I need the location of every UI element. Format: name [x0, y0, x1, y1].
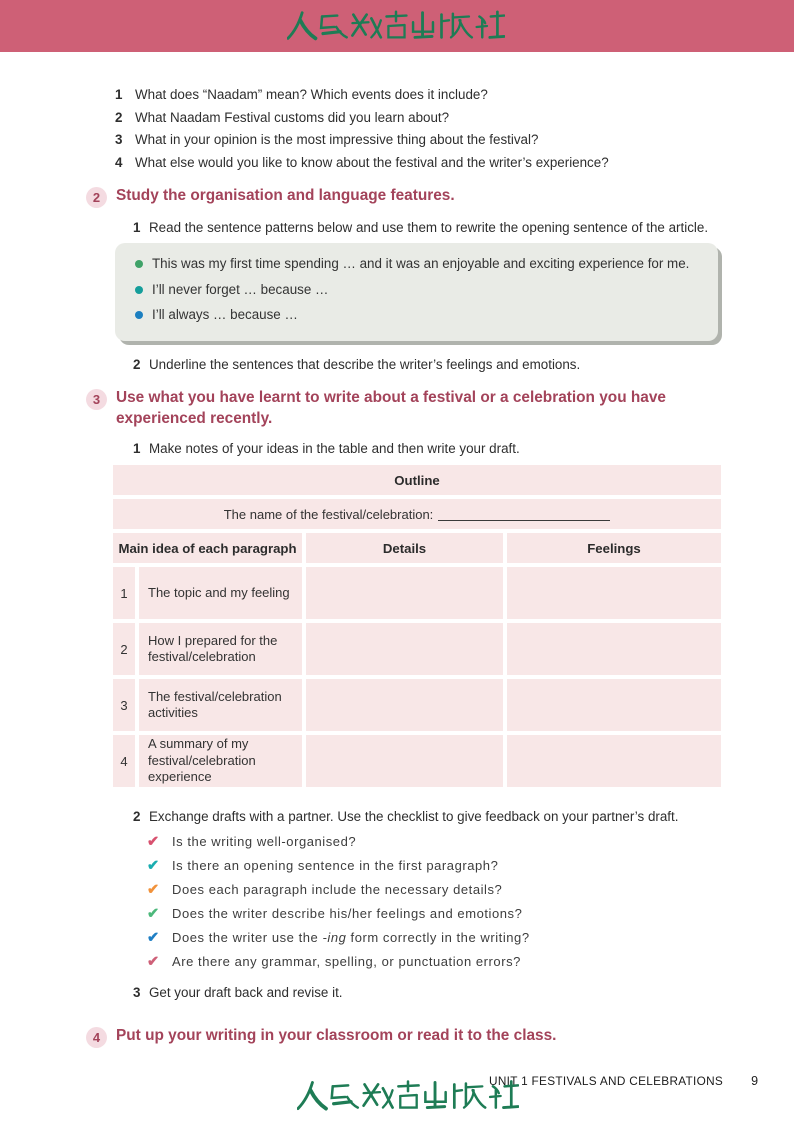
- row-number-cell: 1: [113, 567, 135, 619]
- festival-name-label: The name of the festival/celebration:: [223, 506, 434, 522]
- activity-2-item-1: [133, 219, 733, 236]
- question-row: [115, 107, 735, 130]
- checklist-text: Does the writer use the -ing form correctly in the writing?: [172, 930, 530, 945]
- item-number: 1: [133, 220, 141, 235]
- details-cell-empty: [306, 567, 503, 619]
- item-text: Underline the sentences that describe the writer’s feelings and emotions.: [149, 357, 581, 372]
- table-title-cell: Outline: [113, 465, 721, 495]
- feelings-cell-empty: [507, 623, 721, 675]
- question-text: What in your opinion is the most impressive thing about the festival?: [135, 132, 539, 148]
- checklist-text: Is the writing well-organised?: [172, 834, 357, 849]
- header-band: [0, 0, 794, 52]
- activity-title: Put up your writing in your classroom or read it to the class.: [116, 1027, 557, 1044]
- question-text: What Naadam Festival customs did you learn about?: [135, 109, 450, 125]
- pattern-row: [135, 281, 700, 299]
- pattern-row: [135, 255, 700, 273]
- question-row: [115, 129, 735, 152]
- checklist-text: Are there any grammar, spelling, or punctuation errors?: [172, 954, 521, 969]
- footer-unit-title: UNIT 1 FESTIVALS AND CELEBRATIONS: [489, 1074, 724, 1088]
- question-text: What else would you like to know about the festival and the writer’s experience?: [135, 155, 609, 171]
- item-text: Get your draft back and revise it.: [149, 985, 343, 1000]
- question-number: 4: [115, 155, 123, 171]
- main-idea-cell: How I prepared for the festival/celebration: [139, 623, 302, 675]
- row-number-cell: 2: [113, 623, 135, 675]
- checklist-row: [147, 882, 530, 906]
- question-text: What does “Naadam” mean? Which events does it include?: [135, 87, 488, 102]
- column-header-main-idea: Main idea of each paragraph: [113, 533, 302, 563]
- item-text: Exchange drafts with a partner. Use the checklist to give feedback on your partner’s draft.: [149, 809, 679, 824]
- checkmark-icon: ✔: [147, 954, 160, 970]
- activity-number-badge: 3: [86, 389, 107, 410]
- checklist-row: [147, 954, 530, 978]
- calligraphy-strokes: [297, 1077, 519, 1115]
- feelings-cell-empty: [507, 735, 721, 787]
- outline-table: [113, 465, 721, 787]
- activity-2-heading: [86, 186, 736, 208]
- column-header-feelings: Feelings: [507, 533, 721, 563]
- feelings-cell-empty: [507, 679, 721, 731]
- checkmark-icon: ✔: [147, 858, 160, 874]
- footer-running-head: [489, 1074, 758, 1088]
- item-text: Read the sentence patterns below and use them to rewrite the opening sentence of the article.: [149, 220, 709, 235]
- item-number: 3: [133, 985, 141, 1000]
- activity-3-item-1: [133, 440, 733, 457]
- checklist-text: Is there an opening sentence in the first paragraph?: [172, 858, 499, 873]
- name-blank-line: [438, 507, 610, 521]
- publisher-logo-calligraphy: [287, 7, 505, 45]
- main-idea-cell: The festival/celebration activities: [139, 679, 302, 731]
- bullet-dot-icon: [135, 260, 143, 268]
- comprehension-questions: [115, 84, 735, 175]
- details-cell-empty: [306, 623, 503, 675]
- activity-title: Study the organisation and language features.: [116, 187, 455, 204]
- item-number: 1: [133, 441, 141, 456]
- activity-3-item-3: [133, 984, 733, 1001]
- festival-name-cell: [113, 499, 721, 529]
- activity-2-item-2: [133, 356, 733, 373]
- pattern-row: [135, 306, 700, 324]
- bullet-dot-icon: [135, 311, 143, 319]
- activity-4-heading: [86, 1026, 746, 1048]
- checklist-row: [147, 906, 530, 930]
- checklist-text: Does the writer describe his/her feelings and emotions?: [172, 906, 523, 921]
- details-cell-empty: [306, 679, 503, 731]
- item-text: Make notes of your ideas in the table and then write your draft.: [149, 441, 520, 456]
- details-cell-empty: [306, 735, 503, 787]
- activity-3-item-2: [133, 808, 733, 825]
- feedback-checklist: [147, 834, 530, 978]
- checkmark-icon: ✔: [147, 834, 160, 850]
- main-idea-cell: A summary of my festival/celebration experience: [139, 735, 302, 787]
- publisher-logo-calligraphy-footer: [297, 1077, 519, 1120]
- checkmark-icon: ✔: [147, 882, 160, 898]
- calligraphy-strokes: [287, 7, 505, 45]
- footer-page-number: 9: [751, 1074, 759, 1088]
- question-number: 1: [115, 87, 123, 102]
- item-number: 2: [133, 357, 141, 372]
- checklist-text: Does each paragraph include the necessary details?: [172, 882, 503, 897]
- checklist-row: [147, 834, 530, 858]
- checklist-row: [147, 930, 530, 954]
- activity-number-badge: 2: [86, 187, 107, 208]
- activity-3-heading: [86, 388, 726, 429]
- sentence-patterns-box: [115, 243, 718, 341]
- main-idea-cell: The topic and my feeling: [139, 567, 302, 619]
- pattern-text: I’ll always … because …: [152, 307, 298, 322]
- bullet-dot-icon: [135, 286, 143, 294]
- row-number-cell: 3: [113, 679, 135, 731]
- activity-number-badge: 4: [86, 1027, 107, 1048]
- question-number: 2: [115, 109, 123, 125]
- pattern-text: This was my first time spending … and it was an enjoyable and exciting experience for me.: [152, 256, 690, 271]
- checkmark-icon: ✔: [147, 906, 160, 922]
- question-number: 3: [115, 132, 123, 148]
- checkmark-icon: ✔: [147, 930, 160, 946]
- item-number: 2: [133, 809, 141, 824]
- column-header-details: Details: [306, 533, 503, 563]
- activity-title: Use what you have learnt to write about a festival or a celebration you have experienced recently.: [116, 389, 666, 427]
- question-row: [115, 152, 735, 175]
- feelings-cell-empty: [507, 567, 721, 619]
- checklist-row: [147, 858, 530, 882]
- row-number-cell: 4: [113, 735, 135, 787]
- question-row: [115, 84, 735, 107]
- pattern-text: I’ll never forget … because …: [152, 281, 329, 297]
